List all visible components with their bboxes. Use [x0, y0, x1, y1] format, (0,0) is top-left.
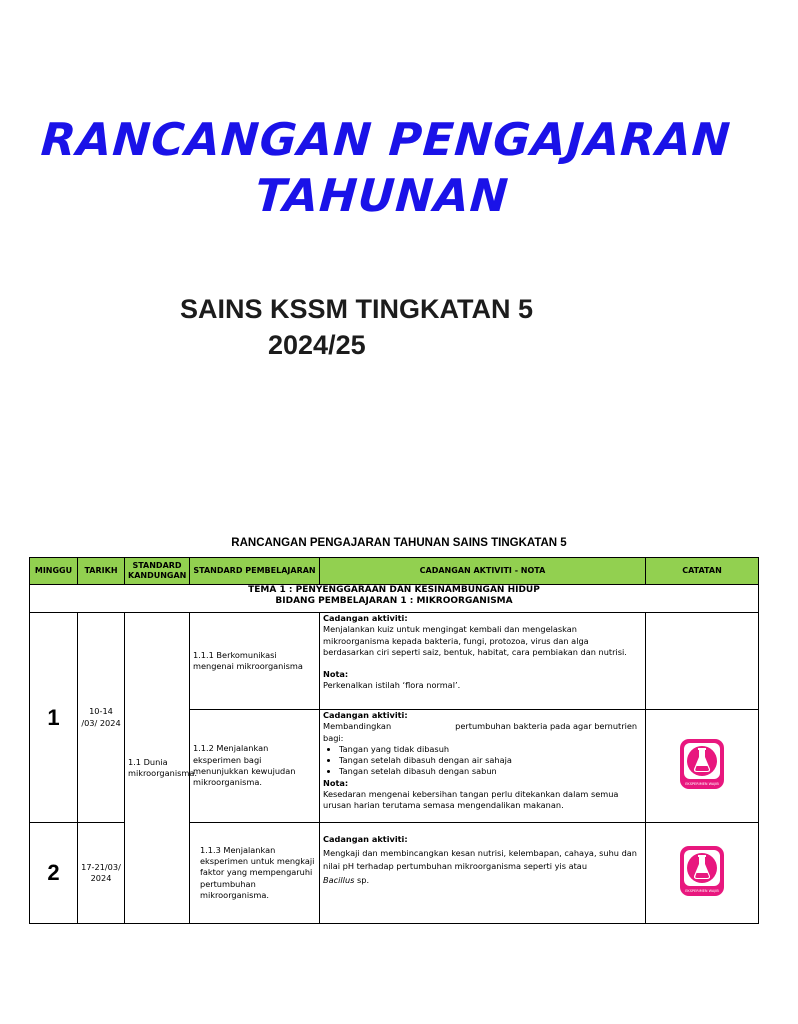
catatan-cell [646, 710, 759, 823]
activity-heading: Cadangan aktiviti: [323, 710, 408, 720]
experiment-badge [680, 846, 724, 896]
standard-pembelajaran-cell: 1.1.2 Menjalankan eksperimen bagi menunjukkan kewujudan mikroorganisma. [190, 710, 320, 823]
header-tarikh: TARIKH [78, 558, 125, 585]
badge-label: EKSPERIMEN WAJIB [685, 782, 719, 787]
activity-cell [320, 710, 646, 823]
activity-bullet-list [323, 744, 642, 778]
activity-cell [320, 823, 646, 924]
week-date: 10-14 /03/ 2024 [78, 613, 125, 823]
header-standard-pembelajaran: STANDARD PEMBELAJARAN [190, 558, 320, 585]
badge-label: EKSPERIMEN WAJIB [685, 889, 719, 894]
activity-cell [320, 613, 646, 710]
note-heading: Nota: [323, 777, 349, 788]
activity-text-italic: Bacillus [323, 874, 355, 885]
activity-text-a: Membandingkan [323, 721, 392, 732]
list-item: • Tangan setelah dibasuh dengan sabun [339, 766, 642, 777]
activity-text-end: sp. [354, 874, 370, 885]
standard-kandungan-cell: 1.1 Dunia mikroorganisma. [125, 613, 190, 924]
plan-table [29, 557, 759, 924]
cover-title-line1: RANCANGAN PENGAJARAN [39, 113, 733, 166]
activity-heading: Cadangan aktiviti: [323, 834, 408, 844]
list-item: • Tangan setelah dibasuh dengan air sahaja [339, 755, 642, 766]
activity-text [323, 847, 642, 888]
activity-text-main: Mengkaji dan membincangkan kesan nutrisi, kelembapan, cahaya, suhu dan nilai pH terhadap pertumbuhan mikroorganisma seperti yis atau [323, 847, 637, 871]
week-date: 17-21/03/ 2024 [78, 823, 125, 924]
list-item: • Tangan yang tidak dibasuh [339, 744, 642, 755]
table-row [30, 613, 759, 710]
header-minggu: MINGGU [30, 558, 78, 585]
activity-text: Menjalankan kuiz untuk mengingat kembali dan mengelaskan mikroorganisma kepada bakteria, fungi, protozoa, virus dan alga berdasarkan ciri seperti saiz, bentuk, habitat, cara pembiakan dan nutrisi. [323, 624, 627, 657]
tema-row [30, 585, 759, 613]
note-heading: Nota: [323, 669, 349, 680]
activity-heading: Cadangan aktiviti: [323, 613, 408, 623]
header-cadangan: CADANGAN AKTIVITI - NOTA [320, 558, 646, 585]
standard-pembelajaran-cell: 1.1.3 Menjalankan eksperimen untuk mengkaji faktor yang mempengaruhi pertumbuhan mikroorganisma. [190, 823, 320, 924]
activity-text [323, 721, 642, 744]
standard-pembelajaran-cell: 1.1.1 Berkomunikasi mengenai mikroorganisma [190, 613, 320, 710]
cover-title [0, 112, 772, 224]
week-number: 1 [30, 613, 78, 823]
header-standard-kandungan: STANDARD KANDUNGAN [125, 558, 190, 585]
activity-text-b: pertumbuhan bakteria pada agar bernutrien bagi: [323, 721, 638, 743]
catatan-cell [646, 823, 759, 924]
experiment-badge [680, 739, 724, 789]
bidang-title: BIDANG PEMBELAJARAN 1 : MIKROORGANISMA [275, 596, 513, 607]
flask-icon [686, 744, 718, 778]
table-header-row [30, 558, 759, 585]
tema-title: TEMA 1 : PENYENGGARAAN DAN KESINAMBUNGAN HIDUP [248, 585, 540, 595]
cover-title-line2: TAHUNAN [253, 169, 511, 222]
flask-icon [686, 851, 718, 885]
tema-cell [30, 585, 759, 613]
table-title: RANCANGAN PENGAJARAN TAHUNAN SAINS TINGKATAN 5 [231, 537, 567, 549]
catatan-cell [646, 613, 759, 710]
header-catatan: CATATAN [646, 558, 759, 585]
cover-year: 2024/25 [268, 330, 366, 360]
cover-subject: SAINS KSSM TINGKATAN 5 [180, 294, 534, 324]
note-text: Kesedaran mengenai kebersihan tangan perlu ditekankan dalam semua urusan harian terutama semasa mengendalikan makanan. [323, 789, 619, 811]
note-text: Perkenalkan istilah ‘flora normal’. [323, 680, 461, 691]
week-number: 2 [30, 823, 78, 924]
